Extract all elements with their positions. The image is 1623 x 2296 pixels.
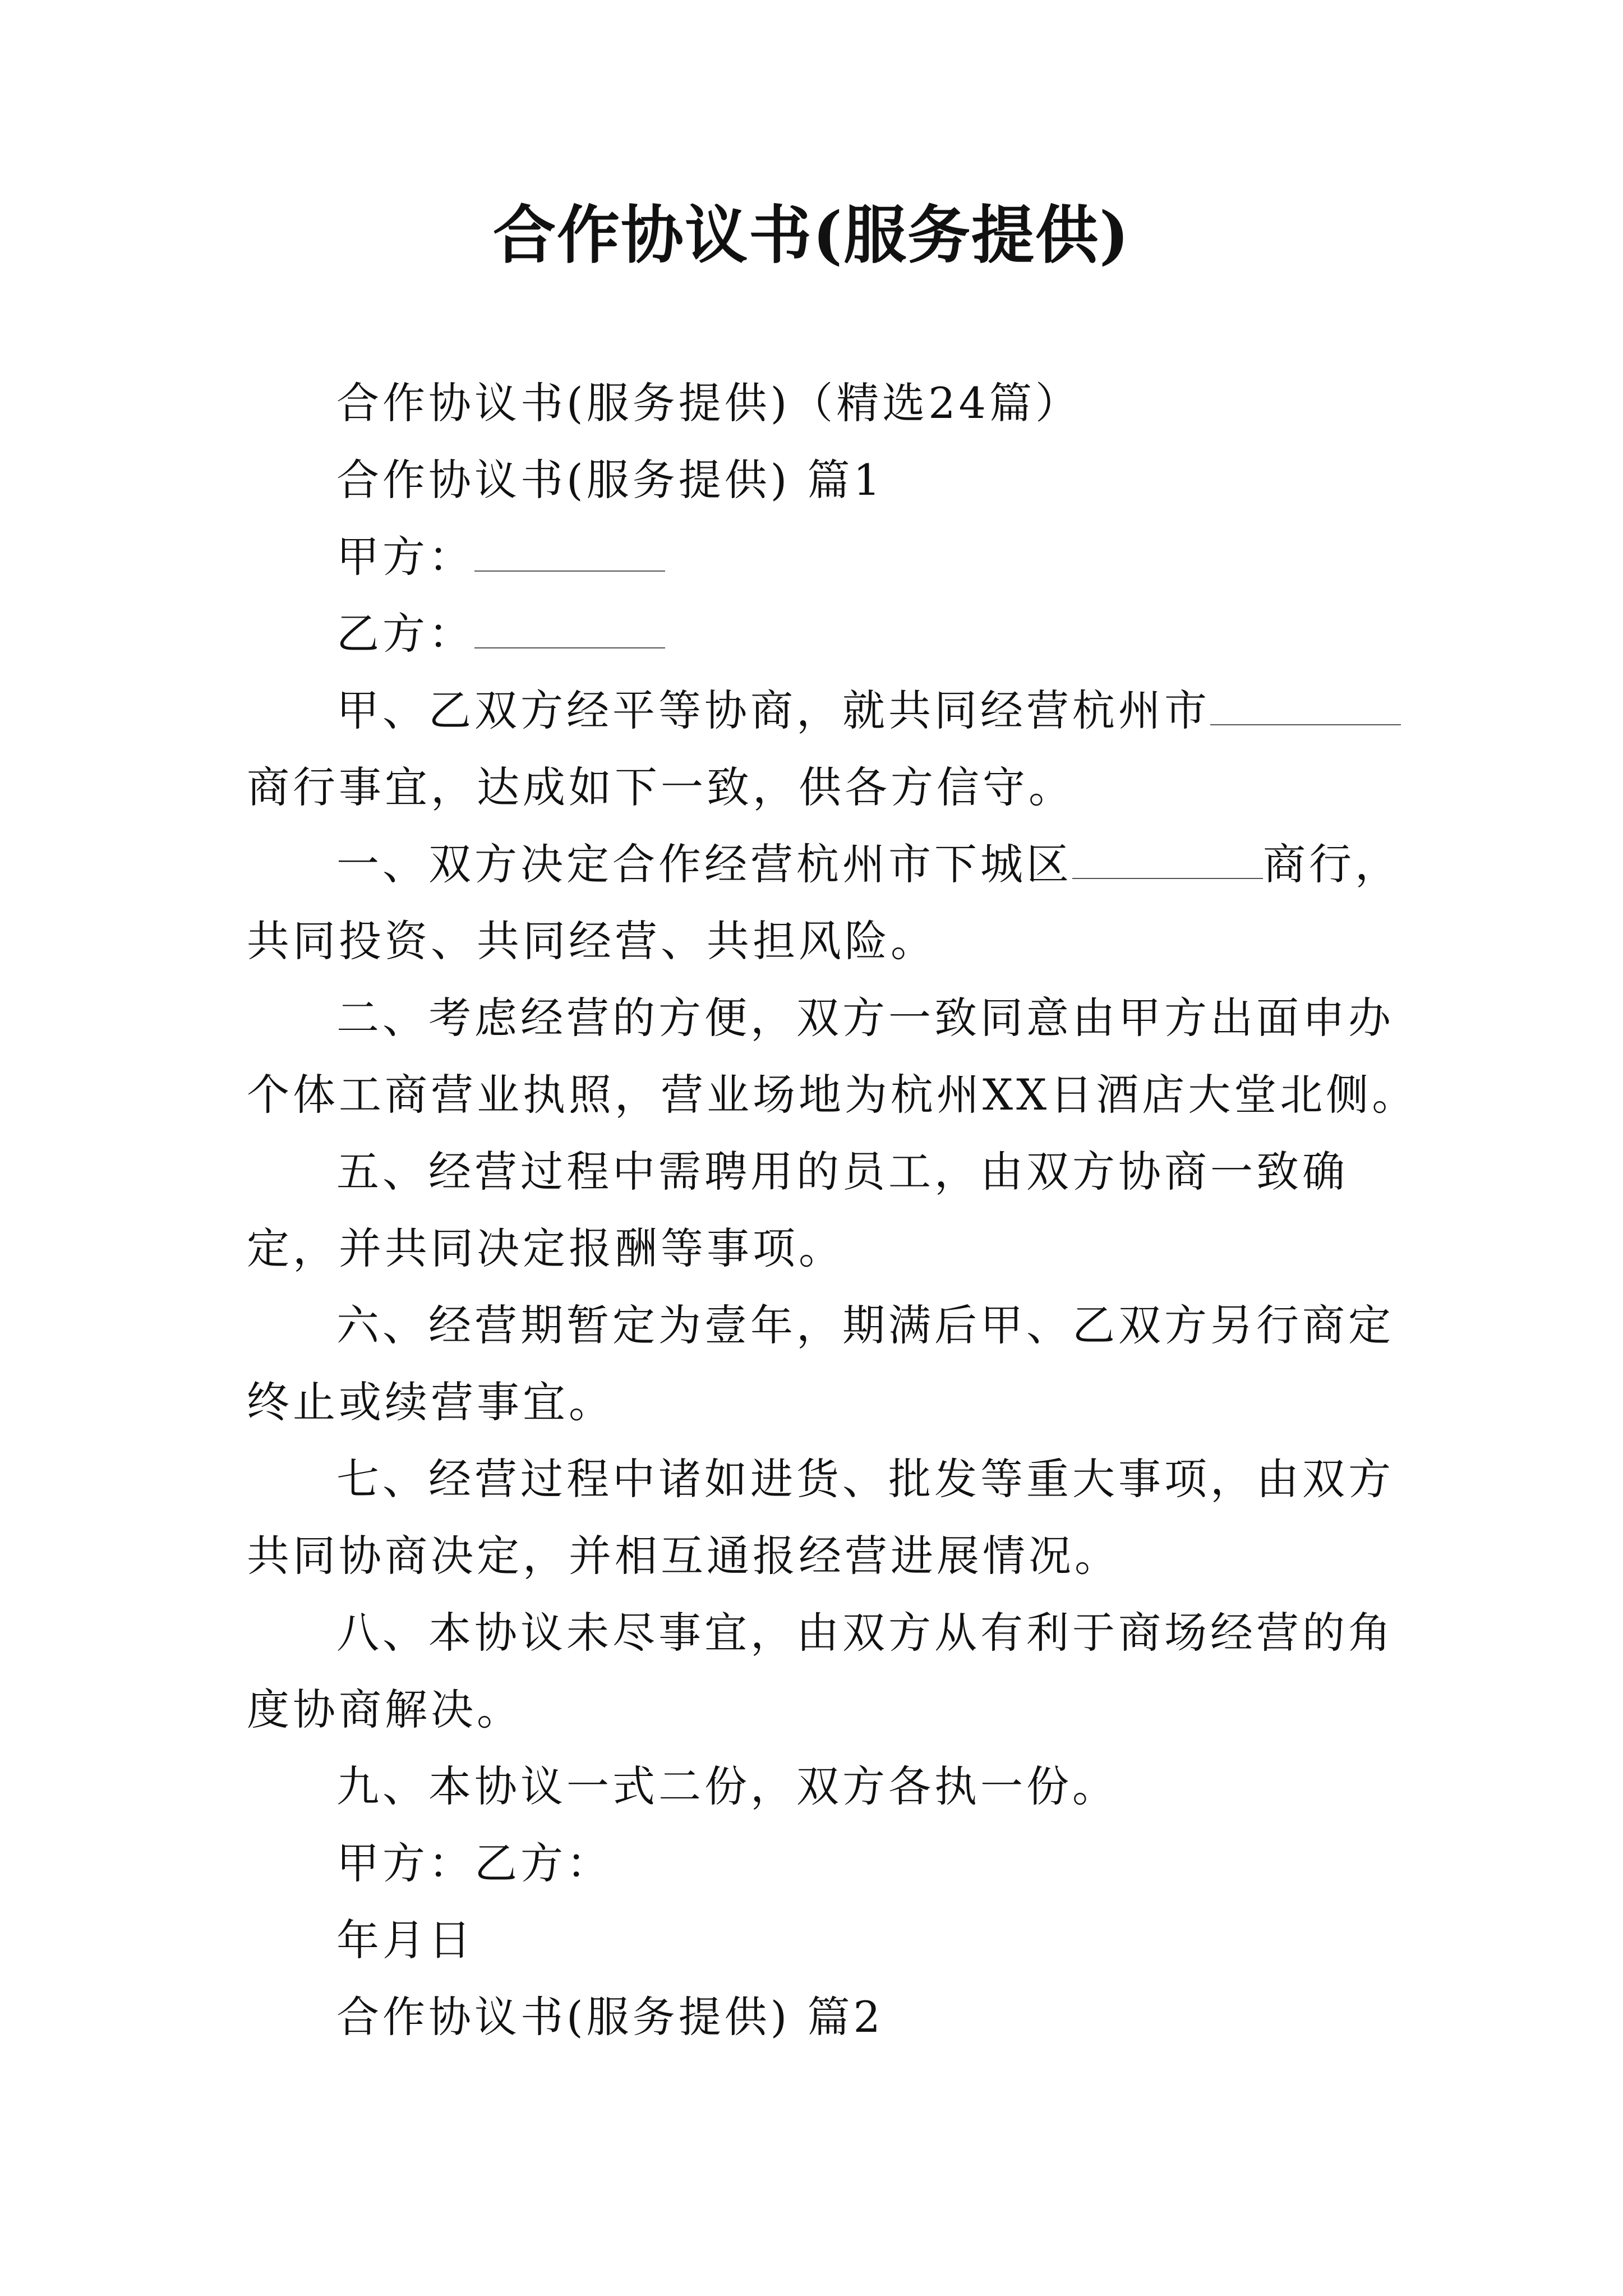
party-a-blank [474,537,665,572]
preamble-part-1: 甲、乙双方经平等协商，就共同经营杭州市 [336,685,1210,735]
paragraph-section-2-heading: 合作协议书(服务提供) 篇2 [336,1992,884,2042]
paragraph-collection-title: 合作协议书(服务提供)（精选24篇） [336,378,1082,428]
party-b-label: 乙方： [336,609,474,659]
paragraph-section-1-heading: 合作协议书(服务提供) 篇1 [336,455,884,505]
clause-1-part-2: 商行，共同投资、共同经营、共担风险。 [247,839,1401,966]
district-shop-blank [1072,844,1263,879]
paragraph-clause-8: 八、本协议未尽事宜，由双方从有利于商场经营的角度协商解决。 [247,1608,1394,1734]
paragraph-preamble [247,672,1419,826]
party-a-label: 甲方： [336,532,474,582]
paragraph-party-a [247,518,1419,595]
paragraph-clause-1 [247,826,1419,979]
clause-1-part-1: 一、双方决定合作经营杭州市下城区 [336,839,1072,889]
document-body [247,365,1419,2055]
preamble-part-2: 商行事宜，达成如下一致，供各方信守。 [247,762,1075,812]
paragraph-clause-2: 二、考虑经营的方便，双方一致同意由甲方出面申办个体工商营业执照，营业场地为杭州XX日酒店大堂北侧。 [247,993,1418,1120]
paragraph-signatures: 甲方：乙方： [336,1838,612,1888]
paragraph-clause-9: 九、本协议一式二份，双方各执一份。 [336,1761,1118,1811]
paragraph-clause-7: 七、经营过程中诸如进货、批发等重大事项，由双方共同协商决定，并相互通报经营进展情况。 [247,1454,1394,1581]
document-title: 合作协议书(服务提供) [493,199,1130,272]
party-b-blank [474,614,665,648]
paragraph-date: 年月日 [336,1915,474,1965]
paragraph-party-b [247,595,1419,672]
paragraph-clause-5: 五、经营过程中需聘用的员工，由双方协商一致确定，并共同决定报酬等事项。 [247,1147,1348,1273]
shop-name-blank [1210,691,1401,725]
paragraph-clause-6: 六、经营期暂定为壹年，期满后甲、乙双方另行商定终止或续营事宜。 [247,1300,1394,1427]
